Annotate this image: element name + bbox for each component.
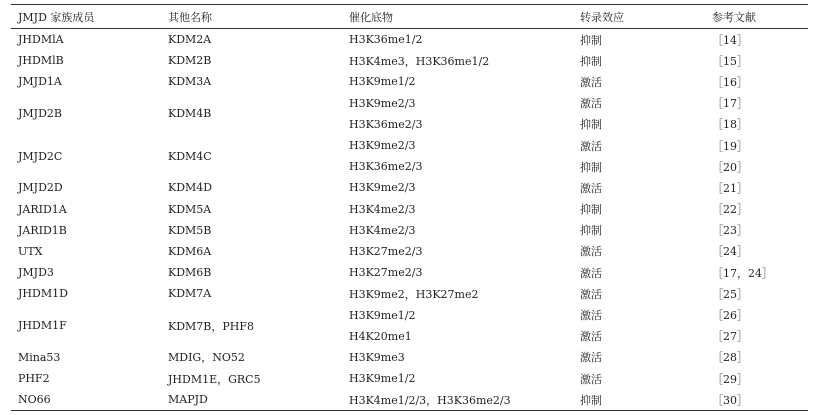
member-cell: JHDMlB (18, 54, 64, 68)
alias-cell: JHDM1E，GRC5 (168, 372, 261, 386)
alias-cell: KDM5A (168, 202, 212, 216)
header-reference: 参考文献 (712, 5, 808, 29)
reference-cell: ［24］ (712, 245, 748, 259)
header-effect: 转录效应 (580, 5, 712, 29)
substrate-cell: H3K9me1/2 (349, 75, 416, 89)
table-row (11, 135, 808, 156)
substrate-cell: H3K4me1/2/3，H3K36me2/3 (349, 389, 580, 411)
substrate-cell: H3K36me1/2 (349, 33, 423, 47)
substrate-cell: H3K36me2/3 (349, 160, 423, 174)
member-cell: Mina53 (18, 350, 61, 364)
effect-cell: 激活 (580, 181, 602, 195)
reference-cell: ［30］ (712, 389, 808, 411)
reference-cell: ［17］ (712, 97, 748, 111)
reference-cell: ［23］ (712, 224, 748, 238)
effect-cell: 抑制 (580, 389, 712, 411)
member-cell: PHF2 (18, 372, 50, 386)
effect-cell: 激活 (580, 245, 602, 259)
alias-cell: KDM7A (168, 287, 212, 301)
member-cell: JMJD2D (18, 181, 63, 195)
effect-cell: 抑制 (580, 54, 602, 68)
reference-cell: ［26］ (712, 309, 748, 323)
jmjd-family-table (11, 4, 808, 411)
table-row (11, 241, 808, 262)
substrate-cell: H3K4me3，H3K36me1/2 (349, 54, 490, 68)
reference-cell: ［25］ (712, 287, 748, 301)
alias-cell: KDM2A (168, 33, 212, 47)
member-cell: JMJD2B (18, 107, 62, 121)
substrate-cell: H3K9me1/2 (349, 372, 416, 386)
reference-cell: ［18］ (712, 118, 748, 132)
table-row (11, 283, 808, 304)
table-header-row (11, 5, 808, 29)
header-alias: 其他名称 (168, 5, 349, 29)
table-row (11, 71, 808, 92)
effect-cell: 激活 (580, 309, 602, 323)
effect-cell: 激活 (580, 75, 602, 89)
table-row (11, 220, 808, 241)
alias-cell: KDM2B (168, 54, 212, 68)
reference-cell: ［20］ (712, 160, 748, 174)
effect-cell: 激活 (580, 139, 602, 153)
alias-cell: MAPJD (168, 389, 349, 411)
alias-cell: KDM5B (168, 223, 212, 237)
effect-cell: 激活 (580, 97, 602, 111)
alias-cell: KDM4C (168, 149, 212, 163)
table-row (11, 29, 808, 51)
substrate-cell: H3K9me2，H3K27me2 (349, 287, 479, 301)
table-row (11, 93, 808, 114)
effect-cell: 抑制 (580, 33, 602, 47)
effect-cell: 激活 (580, 372, 602, 386)
member-cell: JHDM1F (18, 319, 67, 333)
alias-cell: KDM6A (168, 244, 212, 258)
substrate-cell: H3K9me2/3 (349, 181, 416, 195)
table-row (11, 262, 808, 283)
substrate-cell: H3K9me2/3 (349, 139, 416, 153)
effect-cell: 抑制 (580, 160, 602, 174)
substrate-cell: H3K9me2/3 (349, 96, 416, 110)
substrate-cell: H3K36me2/3 (349, 117, 423, 131)
header-member: JMJD 家族成员 (11, 5, 168, 29)
table-row (11, 199, 808, 220)
substrate-cell: H3K9me3 (349, 350, 405, 364)
substrate-cell: H3K4me2/3 (349, 223, 416, 237)
table-row (11, 368, 808, 389)
substrate-cell: H3K4me2/3 (349, 202, 416, 216)
table-body (11, 29, 808, 411)
table-row (11, 50, 808, 71)
substrate-cell: H3K27me2/3 (349, 244, 423, 258)
table-row (11, 389, 808, 411)
effect-cell: 抑制 (580, 203, 602, 217)
substrate-cell: H3K27me2/3 (349, 266, 423, 280)
reference-cell: ［22］ (712, 203, 748, 217)
member-cell: JHDM1D (18, 287, 68, 301)
table-row (11, 177, 808, 198)
member-cell: JMJD1A (18, 75, 62, 89)
alias-cell: KDM7B，PHF8 (168, 319, 255, 333)
header-substrate: 催化底物 (349, 5, 580, 29)
reference-cell: ［19］ (712, 139, 748, 153)
effect-cell: 抑制 (580, 118, 602, 132)
reference-cell: ［27］ (712, 330, 748, 344)
alias-cell: KDM6B (168, 266, 212, 280)
substrate-cell: H3K9me1/2 (349, 308, 416, 322)
member-cell: JHDMlA (18, 33, 64, 47)
table-row (11, 347, 808, 368)
reference-cell: ［16］ (712, 75, 748, 89)
reference-cell: ［15］ (712, 54, 748, 68)
reference-cell: ［28］ (712, 351, 748, 365)
table-row (11, 304, 808, 325)
alias-cell: MDIG，NO52 (168, 351, 245, 365)
reference-cell: ［14］ (712, 33, 748, 47)
effect-cell: 激活 (580, 351, 602, 365)
member-cell: JMJD2C (18, 149, 63, 163)
member-cell: NO66 (11, 389, 168, 411)
member-cell: JMJD3 (18, 266, 54, 280)
member-cell: UTX (18, 244, 43, 258)
alias-cell: KDM4B (168, 107, 212, 121)
substrate-cell: H4K20me1 (349, 329, 412, 343)
alias-cell: KDM3A (168, 75, 212, 89)
effect-cell: 抑制 (580, 224, 602, 238)
reference-cell: ［21］ (712, 181, 748, 195)
member-cell: JARID1B (18, 223, 67, 237)
reference-cell: ［17，24］ (712, 266, 773, 280)
effect-cell: 激活 (580, 287, 602, 301)
reference-cell: ［29］ (712, 372, 748, 386)
member-cell: JARID1A (18, 202, 67, 216)
effect-cell: 激活 (580, 330, 602, 344)
effect-cell: 激活 (580, 266, 602, 280)
alias-cell: KDM4D (168, 181, 213, 195)
